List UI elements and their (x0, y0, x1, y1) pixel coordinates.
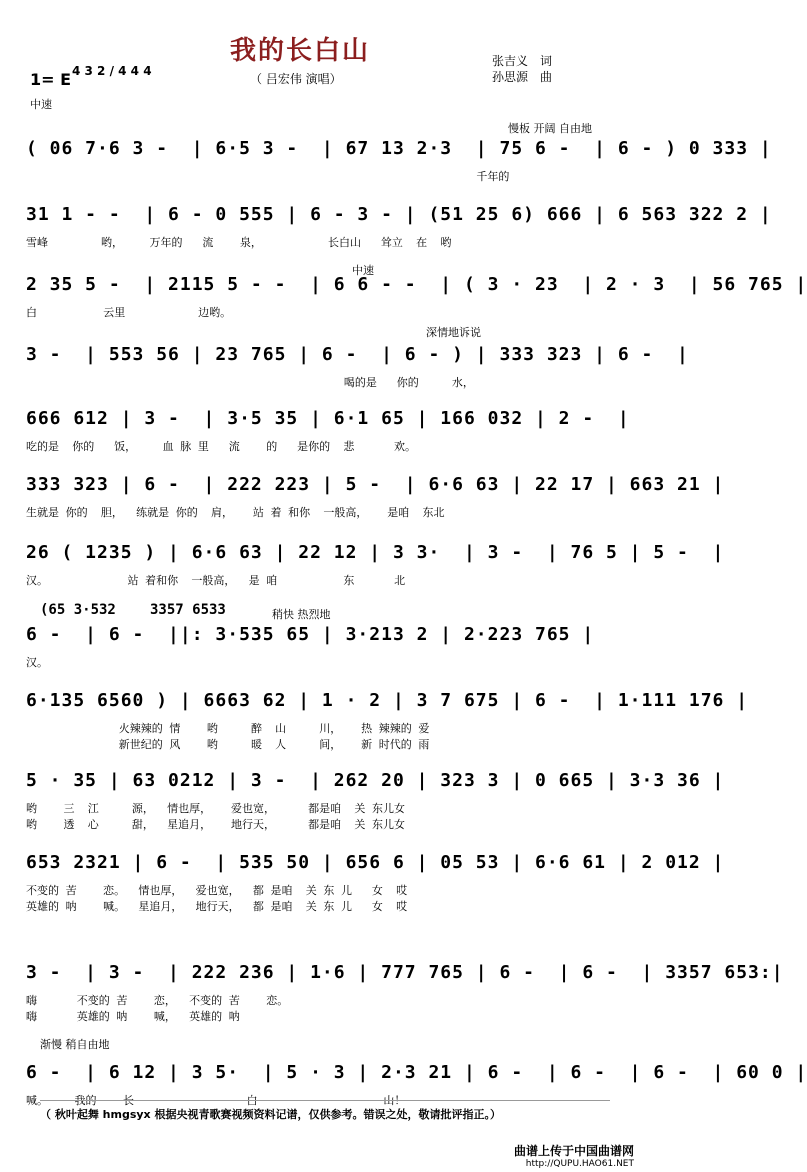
footer-note: （ 秋叶起舞 hmgsyx 根据央视青歌赛视频资料记谱，仅供参考。错误之处，敬请批评指正。） (40, 1108, 501, 1121)
direction-3: 深情地诉说 (426, 326, 481, 339)
lyric-line-1: 千年的 (26, 170, 510, 183)
direction-2: 中速 (352, 264, 374, 277)
lyric-line-1: 喊。 我的 长 白 山！ (26, 1094, 406, 1107)
notation-line: 333 323 | 6 - | 222 223 | 5 - | 6·6 63 | 22 17 | 663 21 | (26, 474, 725, 495)
lyric-line-1: 白 云里 边哟。 (26, 306, 232, 319)
time-signature: 4 3 2 / 4 4 4 (72, 64, 152, 78)
direction-4: 稍快 热烈地 (272, 608, 331, 621)
lyric-line-1: 雪峰 哟， 万年的 流 泉， 长白山 耸立 在 哟 (26, 236, 452, 249)
notation-line: 6 - | 6 - ||: 3·535 65 | 3·213 2 | 2·223 765 | (26, 624, 595, 645)
lyricist-credit: 张吉义 词 (492, 54, 553, 68)
direction-1: 慢板 开阔 自由地 (508, 122, 592, 135)
lyric-line-1: 吃的是 你的 饭， 血 脉 里 流 的 是你的 悲 欢。 (26, 440, 417, 453)
watermark (514, 1142, 634, 1169)
notation-line: 666 612 | 3 - | 3·5 35 | 6·1 65 | 166 032 | 2 - | (26, 408, 630, 429)
lyric-line-2: 哟 透 心 甜， 星追月， 地行天， 都是咱 关 东儿女 (26, 818, 405, 831)
notation-line: 6 - | 6 12 | 3 5· | 5 · 3 | 2·3 21 | 6 - | 6 - | 6 - | 60 0 | (26, 1062, 807, 1083)
lyric-line-1: 汉。 站 着和你 一般高， 是 咱 东 北 (26, 574, 406, 587)
notation-line: ( 06 7·6 3 - | 6·5 3 - | 67 13 2·3 | 75 6 - | 6 - ) 0 333 | (26, 138, 772, 159)
notation-line: 5 · 35 | 63 0212 | 3 - | 262 20 | 323 3 | 0 665 | 3·3 36 | (26, 770, 725, 791)
singer-credit: （ 吕宏伟 演唱） (250, 72, 342, 86)
lyric-line-1: 不变的 苦 恋。 情也厚， 爱也宽， 都 是咱 关 东 儿 女 哎 (26, 884, 408, 897)
ending-alt-2: 3357 6533 (150, 602, 226, 618)
direction-5: 渐慢 稍自由地 (40, 1038, 110, 1051)
lyric-line-2: 新世纪的 风 哟 暖 人 间， 新 时代的 雨 (26, 738, 430, 751)
notation-line: 31 1 - - | 6 - 0 555 | 6 - 3 - | (51 25 6) 666 | 6 563 322 2 | (26, 204, 772, 225)
tempo-marking: 中速 (30, 98, 52, 111)
lyric-line-1: 喝的是 你的 水， (26, 376, 474, 389)
page-title: 我的长白山 (229, 36, 370, 66)
notation-line: 6·135 6560 ) | 6663 62 | 1 · 2 | 3 7 675 | 6 - | 1·111 176 | (26, 690, 749, 711)
notation-line: 3 - | 553 56 | 23 765 | 6 - | 6 - ) | 333 323 | 6 - | (26, 344, 689, 365)
notation-line: 653 2321 | 6 - | 535 50 | 656 6 | 05 53 | 6·6 61 | 2 012 | (26, 852, 725, 873)
notation-line: 26 ( 1235 ) | 6·6 63 | 22 12 | 3 3· | 3 - | 76 5 | 5 - | (26, 542, 725, 563)
ending-alt-1: (65 3·532 (40, 602, 116, 618)
lyric-line-1: 汉。 (26, 656, 48, 669)
lyric-line-2: 英雄的 呐 喊。 星追月， 地行天， 都 是咱 关 东 儿 女 哎 (26, 900, 408, 913)
lyric-line-1: 嗨 不变的 苦 恋， 不变的 苦 恋。 (26, 994, 289, 1007)
composer-credit: 孙思源 曲 (492, 70, 553, 84)
lyric-line-2: 嗨 英雄的 呐 喊， 英雄的 呐 (26, 1010, 240, 1023)
key-signature: 1= E (30, 70, 72, 89)
lyric-line-1: 火辣辣的 情 哟 醉 山 川， 热 辣辣的 爱 (26, 722, 430, 735)
notation-line: 2 35 5 - | 2115 5 - - | 6 6 - - | ( 3 · 23 | 2 · 3 | 56 765 | (26, 274, 807, 295)
watermark-main: 曲谱上传于中国曲谱网 (513, 1144, 634, 1158)
lyric-line-1: 生就是 你的 胆， 练就是 你的 肩， 站 着 和你 一般高， 是咱 东北 (26, 506, 445, 519)
watermark-url: http://QUPU.HAO61.NET (525, 1159, 634, 1169)
notation-line: 3 - | 3 - | 222 236 | 1·6 | 777 765 | 6 - | 6 - | 3357 653:| (26, 962, 784, 983)
lyric-line-1: 哟 三 江 源， 情也厚， 爱也宽， 都是咱 关 东儿女 (26, 802, 405, 815)
